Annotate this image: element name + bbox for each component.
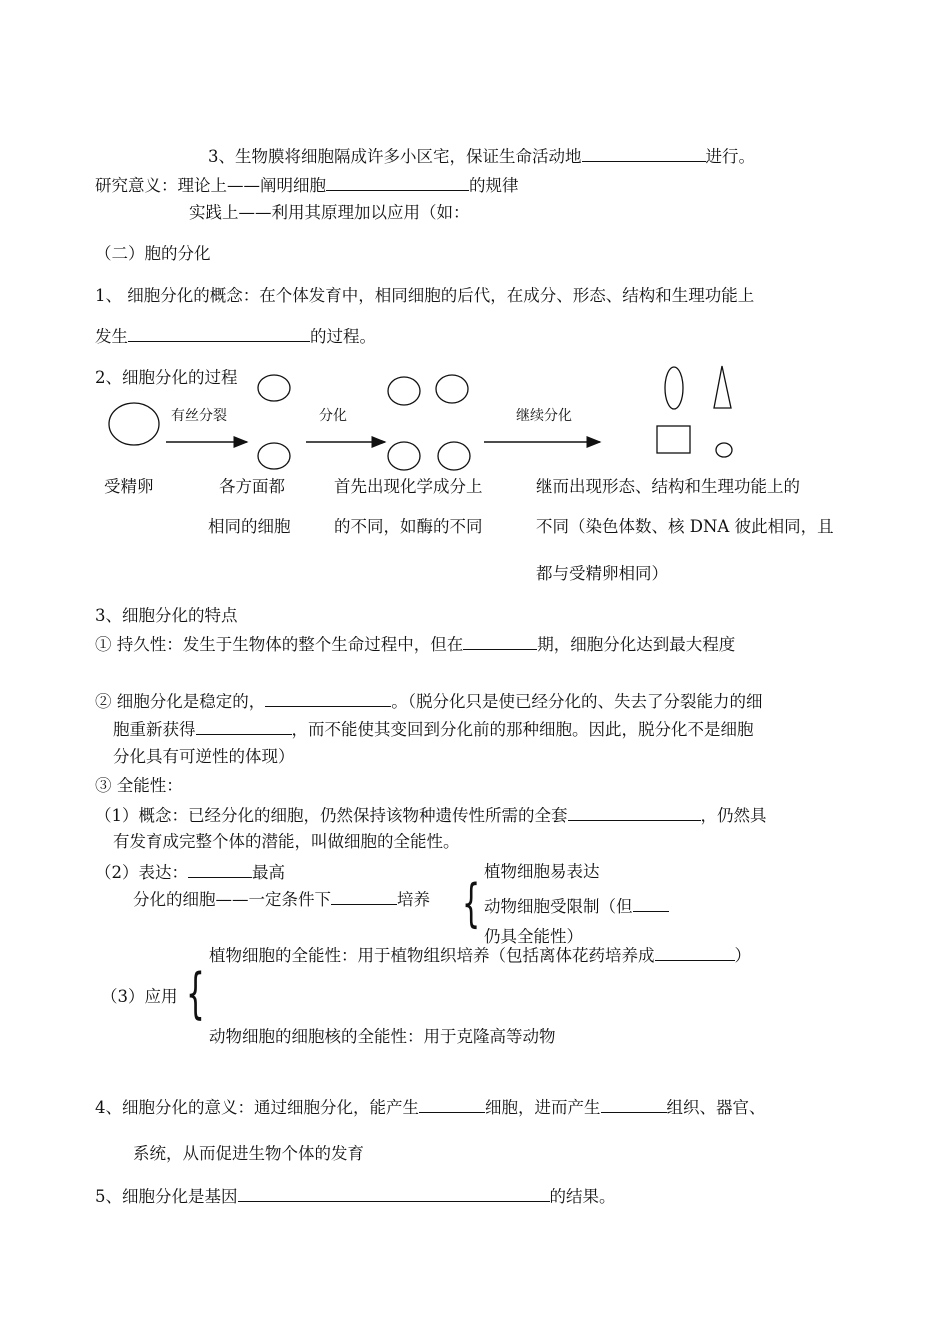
caption-same-cells-1: 各方面都 (219, 477, 285, 496)
brace-item-animal: 动物细胞受限制（但 (484, 896, 669, 917)
small-round-cell-shape (716, 443, 732, 457)
caption-morphology-2: 不同（染色体数、核 DNA 彼此相同，且 (536, 517, 834, 536)
feature-stability-1: ② 细胞分化是稳定的， 。（脱分化只是使已经分化的、失去了分裂能力的细 (95, 692, 763, 711)
brace-expression: { (462, 874, 481, 934)
feature-stability-3: 分化具有可逆性的体现） (113, 747, 295, 766)
oval-cell-shape (665, 367, 683, 409)
feature-totipotency: ③ 全能性： (95, 776, 183, 795)
arrow-label-differentiation: 分化 (319, 408, 347, 424)
totipotency-concept-1: （1）概念：已经分化的细胞，仍然保持该物种遗传性所需的全套 ，仍然具 (95, 806, 767, 825)
cell-shape-bottom (258, 443, 290, 469)
feature-stability-2: 胞重新获得 ，而不能使其变回到分化前的那种细胞。因此，脱分化不是细胞 (113, 720, 754, 739)
brace-item-plant: 植物细胞易表达 (484, 862, 600, 881)
triangle-cell-shape (714, 366, 731, 408)
square-cell-shape (657, 426, 690, 453)
totipotency-expression-1: （2）表达： 最高 (95, 863, 285, 882)
significance-line-1: 4、细胞分化的意义：通过细胞分化，能产生 细胞，进而产生 组织、器官、 (95, 1098, 766, 1117)
application-plant: 植物细胞的全能性：用于植物组织培养（包括离体花药培养成 ） (209, 946, 751, 965)
caption-zygote: 受精卵 (104, 477, 154, 496)
zygote-shape (109, 403, 159, 445)
cell-shape-top (258, 375, 290, 401)
features-title: 3、细胞分化的特点 (95, 606, 238, 625)
caption-morphology-1: 继而出现形态、结构和生理功能上的 (536, 477, 800, 496)
totipotency-expression-2: 分化的细胞——一定条件下 培养 (133, 890, 430, 909)
gene-expression-line: 5、细胞分化是基因 的结果。 (95, 1187, 616, 1206)
line-membrane: 3、生物膜将细胞隔成许多小区宅，保证生命活动地 进行。 (208, 147, 755, 166)
cell-shape-b (436, 375, 468, 403)
brace-application: { (186, 962, 205, 1025)
arrow-label-mitosis: 有丝分裂 (171, 408, 227, 424)
caption-chemical-1: 首先出现化学成分上 (334, 477, 483, 496)
cell-shape-d (438, 442, 470, 470)
definition-line-2: 发生 的过程。 (95, 327, 376, 346)
cell-shape-a (388, 377, 420, 405)
line-significance-theory: 研究意义：理论上——阐明细胞 的规律 (95, 176, 519, 195)
brace-item-still-totipotent: 仍具全能性） (484, 927, 583, 946)
application-animal: 动物细胞的细胞核的全能性：用于克隆高等动物 (209, 1027, 556, 1046)
line-significance-practice: 实践上——利用其原理加以应用（如： (189, 203, 470, 222)
application-label: （3）应用 (101, 987, 178, 1006)
feature-persistence: ① 持久性：发生于生物体的整个生命过程中，但在 期，细胞分化达到最大程度 (95, 635, 736, 654)
totipotency-concept-2: 有发育成完整个体的潜能，叫做细胞的全能性。 (113, 832, 460, 851)
section-heading: （二）胞的分化 (95, 244, 211, 263)
arrow-label-further-differentiation: 继续分化 (516, 408, 572, 424)
caption-same-cells-2: 相同的细胞 (208, 517, 291, 536)
definition-line-1: 1、 细胞分化的概念：在个体发育中，相同细胞的后代，在成分、形态、结构和生理功能上 (95, 286, 755, 305)
cell-shape-c (388, 442, 420, 470)
caption-chemical-2: 的不同，如酶的不同 (334, 517, 483, 536)
caption-morphology-3: 都与受精卵相同） (536, 564, 668, 583)
significance-line-2: 系统，从而促进生物个体的发育 (133, 1144, 364, 1163)
process-title: 2、细胞分化的过程 (95, 368, 238, 387)
